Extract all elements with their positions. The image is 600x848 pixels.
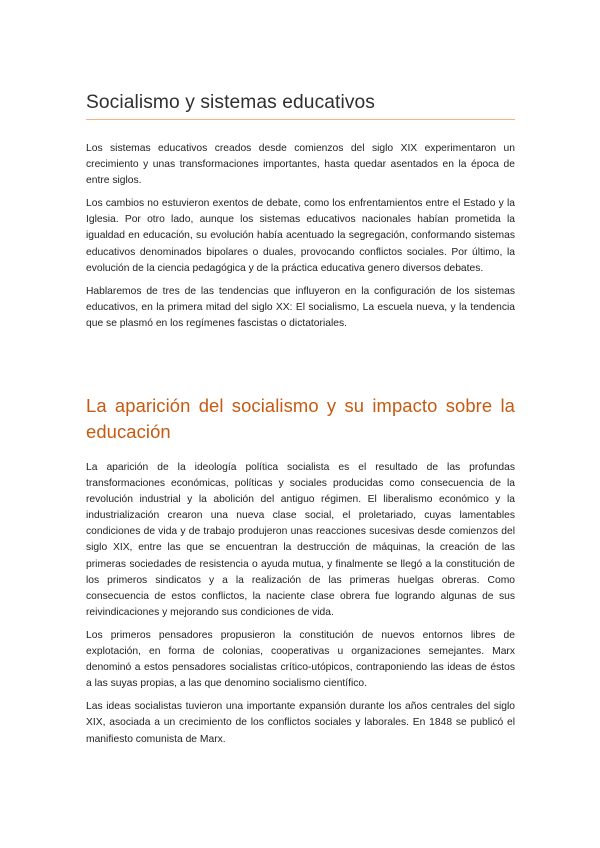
section-paragraph-3: Las ideas socialistas tuvieron una importante expansión durante los años centrales del siglo XIX, asociada a un crecimiento de los conflictos sociales y laborales. En 1848 se publicó el manifiesto comunista de Marx.: [86, 701, 515, 745]
intro-section: [86, 141, 515, 332]
document-title: Socialismo y sistemas educativos: [86, 92, 375, 113]
intro-paragraph-3: Hablaremos de tres de las tendencias que influyeron en la configuración de los sistemas educativos, en la primera mitad del siglo XX: El socialismo, La escuela nueva, y la tendencia que se plasmó en los regímenes fascistas o dictatoriales.: [86, 285, 515, 329]
intro-paragraph-2: Los cambios no estuvieron exentos de debate, como los enfrentamientos entre el Estado y la Iglesia. Por otro lado, aunque los sistemas educativos nacionales habían prometida la igualdad en educación, su evolución había acentuado la segregación, conformando sistemas educativos denominados bipolares o duales, provocando conflictos sociales. Por último, la evolución de la ciencia pedagógica y de la práctica educativa genero diversos debates.: [86, 198, 515, 274]
title-underline-rule: [86, 119, 515, 120]
section-paragraph-1: La aparición de la ideología política socialista es el resultado de las profundas transformaciones económicas, políticas y sociales producidas como consecuencia de la revolución industrial y la abolición del antiguo régimen. El liberalismo económico y la industrialización crearon una nueva clase social, el proletariado, cuyas lamentables condiciones de vida y de trabajo produjeron unas reacciones sucesivas desde comienzos del siglo XIX, entre las que se encuentran la destrucción de máquinas, la creación de las primeras sociedades de resistencia o ayuda mutua, y finalmente se llegó a la constitución de los primeros sindicatos y a la realización de las primeras huelgas obreras. Como consecuencia de estos conflictos, la naciente clase obrera fue logrando algunas de sus reivindicaciones y mejorando sus condiciones de vida.: [86, 462, 515, 618]
section-heading: La aparición del socialismo y su impacto sobre la educación: [86, 395, 515, 442]
section-paragraph-2: Los primeros pensadores propusieron la constitución de nuevos entornos libres de explotación, en forma de colonias, cooperativas u organizaciones semejantes. Marx denominó a estos pensadores socialistas crítico-utópicos, contraponiendo las ideas de éstos a las suyas propias, a las que denomino socialismo científico.: [86, 629, 515, 690]
socialism-section: [86, 460, 515, 748]
intro-paragraph-1: Los sistemas educativos creados desde comienzos del siglo XIX experimentaron un crecimiento y unas transformaciones importantes, hasta quedar asentados en la época de entre siglos.: [86, 143, 515, 187]
